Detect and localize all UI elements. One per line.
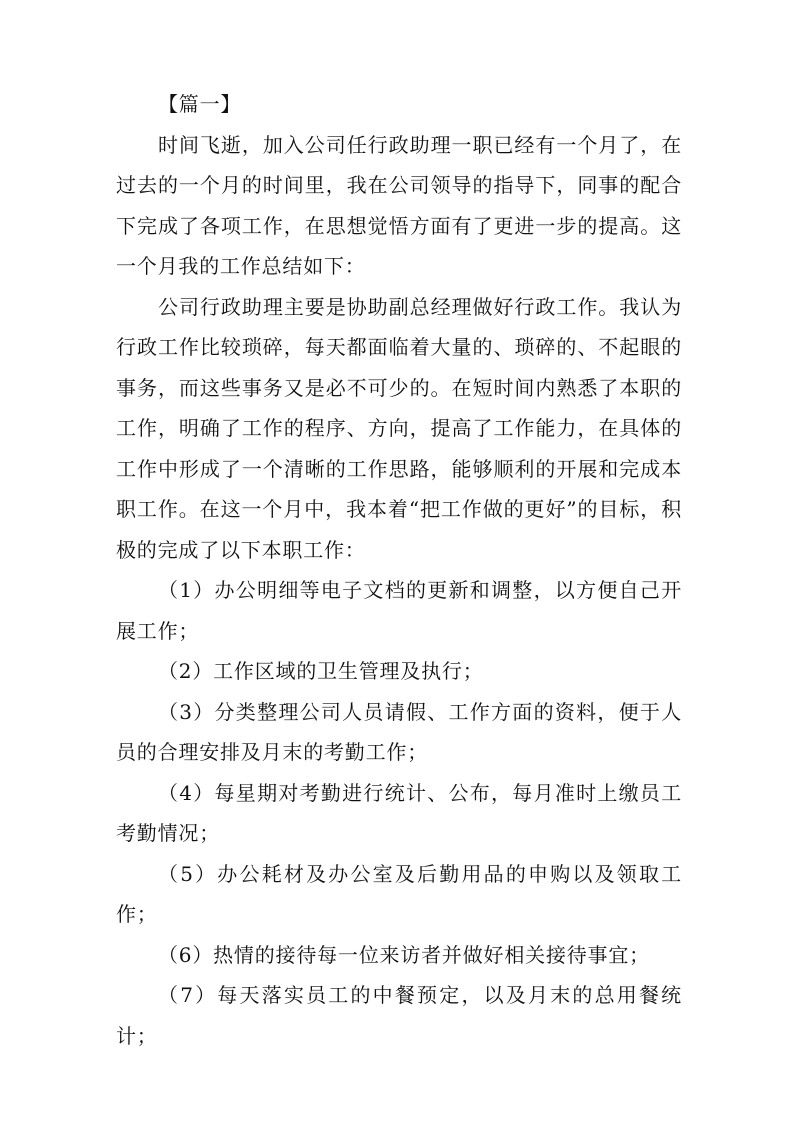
list-item-4: （4）每星期对考勤进行统计、公布，每月准时上缴员工考勤情况； bbox=[116, 780, 682, 845]
list-item-7: （7）每天落实员工的中餐预定，以及月末的总用餐统计； bbox=[116, 983, 682, 1048]
document-body bbox=[116, 84, 682, 1056]
list-item-2: （2）工作区域的卫生管理及执行； bbox=[158, 659, 484, 683]
list-item-6: （6）热情的接待每一位来访者并做好相关接待事宜； bbox=[158, 942, 650, 967]
list-item-5: （5）办公耗材及办公室及后勤用品的申购以及领取工作； bbox=[116, 861, 682, 926]
list-item-1: （1）办公明细等电子文档的更新和调整，以方便自己开展工作； bbox=[116, 578, 682, 643]
paragraph-duties: 公司行政助理主要是协助副总经理做好行政工作。我认为行政工作比较琐碎，每天都面临着大量的、琐碎的、不起眼的事务，而这些事务又是必不可少的。在短时间内熟悉了本职的工作，明确了工作的程序、方向，提高了工作能力，在具体的工作中形成了一个清晰的工作思路，能够顺利的开展和完成本职工作。在这一个月中，我本着“把工作做的更好”的目标，积极的完成了以下本职工作： bbox=[116, 294, 682, 562]
list-item-3: （3）分类整理公司人员请假、工作方面的资料，便于人员的合理安排及月末的考勤工作； bbox=[116, 699, 682, 764]
paragraph-intro: 时间飞逝，加入公司任行政助理一职已经有一个月了，在过去的一个月的时间里，我在公司领导的指导下，同事的配合下完成了各项工作，在思想觉悟方面有了更进一步的提高。这一个月我的工作总结如下： bbox=[116, 132, 682, 278]
section-heading: 【篇一】 bbox=[158, 92, 242, 116]
